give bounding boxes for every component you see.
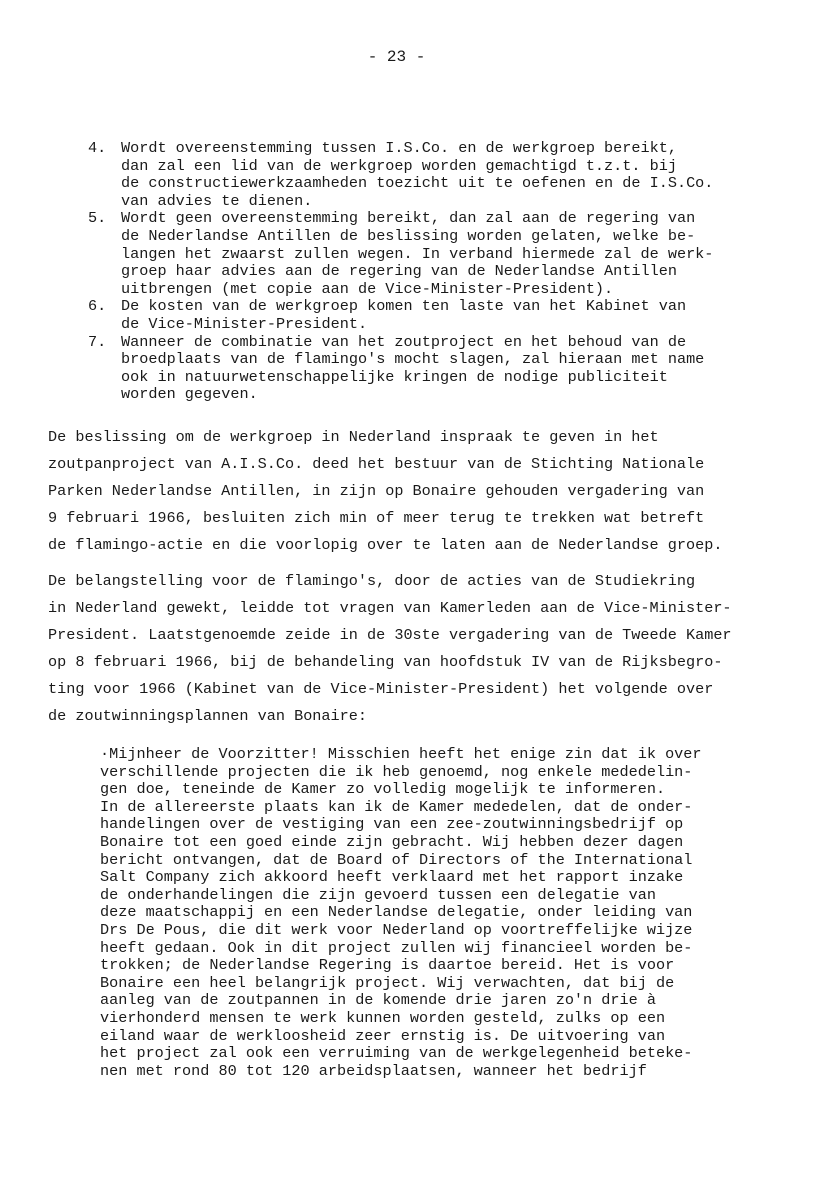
- list-item: [88, 334, 788, 404]
- list-item-text: Wordt geen overeenstemming bereikt, dan zal aan de regering van de Nederlandse Antillen de beslissing worden gelaten, welke be- langen het zwaarst zullen wegen. In verband hiermede zal de werk- groep haar advies aan de regering van de Nederlandse Antillen uitbrengen (met copie aan de Vice-Minister-President).: [121, 209, 714, 298]
- list-item-number: 7.: [88, 332, 107, 351]
- list-item-text: Wordt overeenstemming tussen I.S.Co. en de werkgroep bereikt, dan zal een lid van de werkgroep worden gemachtigd t.z.t. bij de constructiewerkzaamheden toezicht uit te oefenen en de I.S.Co. van advies te dienen.: [121, 139, 714, 210]
- list-item-text: Wanneer de combinatie van het zoutproject en het behoud van de broedplaats van de flamingo's mocht slagen, zal hieraan met name ook in natuurwetenschappelijke kringen de nodige publiciteit worden gegeven.: [121, 332, 705, 404]
- numbered-list: [88, 140, 788, 404]
- list-item-text: De kosten van de werkgroep komen ten laste van het Kabinet van de Vice-Minister-President.: [121, 297, 687, 333]
- list-item: [88, 140, 788, 210]
- list-item-number: 6.: [88, 297, 107, 316]
- page-number: - 23 -: [367, 48, 426, 66]
- list-item: [88, 298, 788, 333]
- list-item-number: 5.: [88, 209, 107, 228]
- body-paragraph-1: De beslissing om de werkgroep in Nederland inspraak te geven in het zoutpanproject van A.I.S.Co. deed het bestuur van de Stichting Nationale Parken Nederlandse Antillen, in zijn op Bonaire gehouden vergadering van 9 februari 1966, besluiten zich min of meer terug te trekken wat betreft de flamingo-actie en die voorlopig over te laten aan de Nederlandse groep.: [48, 428, 723, 554]
- list-item: [88, 210, 788, 298]
- list-item-number: 4.: [88, 139, 107, 157]
- body-paragraph-2: De belangstelling voor de flamingo's, door de acties van de Studiekring in Nederland gewekt, leidde tot vragen van Kamerleden aan de Vice-Minister- President. Laatstgenoemde zeide in de 30ste vergadering van de Tweede Kamer op 8 februari 1966, bij de behandeling van hoofdstuk IV van de Rijksbegro- ting voor 1966 (Kabinet van de Vice-Minister-President) het volgende over de zoutwinningsplannen van Bonaire:: [48, 572, 732, 725]
- block-quote: ·Mijnheer de Voorzitter! Misschien heeft het enige zin dat ik over verschillende projecten die ik heb genoemd, nog enkele mededelin- gen doe, teneinde de Kamer zo volledig mogelijk te informeren. In de allereerste plaats kan ik de Kamer mededelen, dat de onder- handelingen over de vestiging van een zee-zoutwinningsbedrijf op Bonaire tot een goed einde zijn gebracht. Wij hebben dezer dagen bericht ontvangen, dat de Board of Directors of the International Salt Company zich akkoord heeft verklaard met het rapport inzake de onderhandelingen die zijn gevoerd tussen een delegatie van deze maatschappij en een Nederlandse delegatie, onder leiding van Drs De Pous, die dit werk voor Nederland op voortreffelijke wijze heeft gedaan. Ook in dit project zullen wij financieel worden be- trokken; de Nederlandse Regering is daartoe bereid. Het is voor Bonaire een heel belangrijk project. Wij verwachten, dat bij de aanleg van de zoutpannen in de komende drie jaren zo'n drie à vierhonderd mensen te werk kunnen worden gesteld, zulks op een eiland waar de werkloosheid zeer ernstig is. De uitvoering van het project zal ook een verruiming van de werkgelegenheid beteke- nen met rond 80 tot 120 arbeidsplaatsen, wanneer het bedrijf: [100, 745, 702, 1080]
